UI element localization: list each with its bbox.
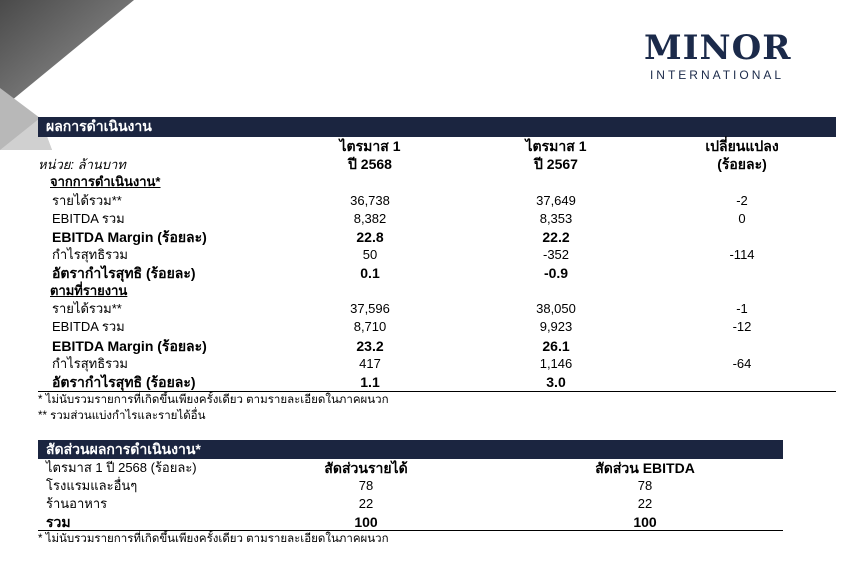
header-q1-2567-line1: ไตรมาส 1 xyxy=(525,138,587,154)
row-label: EBITDA รวม xyxy=(52,319,125,334)
footnote: * ไม่นับรวมรายการที่เกิดขึ้นเพียงครั้งเดียว ตามรายละเอียดในภาคผนวก xyxy=(38,533,389,545)
row-value: 8,382 xyxy=(353,211,387,226)
row-value: 36,738 xyxy=(350,193,390,208)
row-label: EBITDA Margin (ร้อยละ) xyxy=(52,229,207,245)
row-value: 0 xyxy=(738,211,746,226)
header-change-line1: เปลี่ยนแปลง xyxy=(705,138,779,154)
row-label: อัตรากำไรสุทธิ (ร้อยละ) xyxy=(52,265,196,281)
header-q1-2568-line2: ปี 2568 xyxy=(348,156,392,172)
row-value: -64 xyxy=(732,356,752,371)
row-label: อัตรากำไรสุทธิ (ร้อยละ) xyxy=(52,374,196,390)
row-value: 100 xyxy=(354,514,378,530)
col-header-revenue-share: สัดส่วนรายได้ xyxy=(324,460,408,476)
row-value: 9,923 xyxy=(539,319,573,334)
header-q1-2568-line1: ไตรมาส 1 xyxy=(339,138,401,154)
row-value: 8,353 xyxy=(539,211,573,226)
row-value: 100 xyxy=(633,514,657,530)
row-value: -12 xyxy=(732,319,752,334)
row-value: -114 xyxy=(729,247,755,262)
proportion-header-label: ไตรมาส 1 ปี 2568 (ร้อยละ) xyxy=(46,460,197,475)
row-value: 23.2 xyxy=(356,338,384,354)
row-value: 78 xyxy=(358,478,374,493)
group-label-reported: ตามที่รายงาน xyxy=(50,283,128,298)
row-value: 3.0 xyxy=(546,374,566,390)
row-value: 78 xyxy=(637,478,653,493)
row-label: โรงแรมและอื่นๆ xyxy=(46,478,138,493)
footnote: ** รวมส่วนแบ่งกำไรและรายได้อื่น xyxy=(38,410,206,422)
row-label: EBITDA รวม xyxy=(52,211,125,226)
logo-name: MINOR xyxy=(644,28,792,68)
row-value: -352 xyxy=(542,247,570,262)
footnote: * ไม่นับรวมรายการที่เกิดขึ้นเพียงครั้งเดียว ตามรายละเอียดในภาคผนวก xyxy=(38,394,389,406)
row-label: กำไรสุทธิรวม xyxy=(52,356,128,371)
row-value: 38,050 xyxy=(536,301,576,316)
unit-label: หน่วย: ล้านบาท xyxy=(38,157,126,172)
row-value: 26.1 xyxy=(542,338,570,354)
section-title-proportion: สัดส่วนผลการดำเนินงาน* xyxy=(38,440,783,459)
group-label-operational: จากการดำเนินงาน* xyxy=(50,174,161,189)
row-label: ร้านอาหาร xyxy=(46,496,108,511)
row-value: 0.1 xyxy=(360,265,380,281)
row-value: 22.8 xyxy=(356,229,384,245)
row-value: 37,649 xyxy=(536,193,576,208)
row-label: รายได้รวม** xyxy=(52,301,122,316)
row-value: -0.9 xyxy=(543,265,569,281)
col-header-ebitda-share: สัดส่วน EBITDA xyxy=(595,460,695,476)
row-value: 1,146 xyxy=(539,356,573,371)
row-label: กำไรสุทธิรวม xyxy=(52,247,128,262)
row-value: 50 xyxy=(362,247,378,262)
header-change-line2: (ร้อยละ) xyxy=(717,156,767,172)
row-value: 22 xyxy=(358,496,374,511)
row-value: 8,710 xyxy=(353,319,387,334)
header-q1-2567-line2: ปี 2567 xyxy=(534,156,578,172)
row-label-total: รวม xyxy=(46,514,71,530)
row-value: -1 xyxy=(736,301,748,316)
section-title-performance: ผลการดำเนินงาน xyxy=(38,117,836,137)
company-logo xyxy=(644,30,790,82)
row-value: 22.2 xyxy=(542,229,570,245)
row-value: 37,596 xyxy=(350,301,390,316)
row-value: 22 xyxy=(637,496,653,511)
row-label: EBITDA Margin (ร้อยละ) xyxy=(52,338,207,354)
row-value: 1.1 xyxy=(360,374,380,390)
row-value: -2 xyxy=(736,193,748,208)
row-value: 417 xyxy=(359,356,381,371)
row-label: รายได้รวม** xyxy=(52,193,122,208)
logo-subtitle: INTERNATIONAL xyxy=(649,68,785,82)
